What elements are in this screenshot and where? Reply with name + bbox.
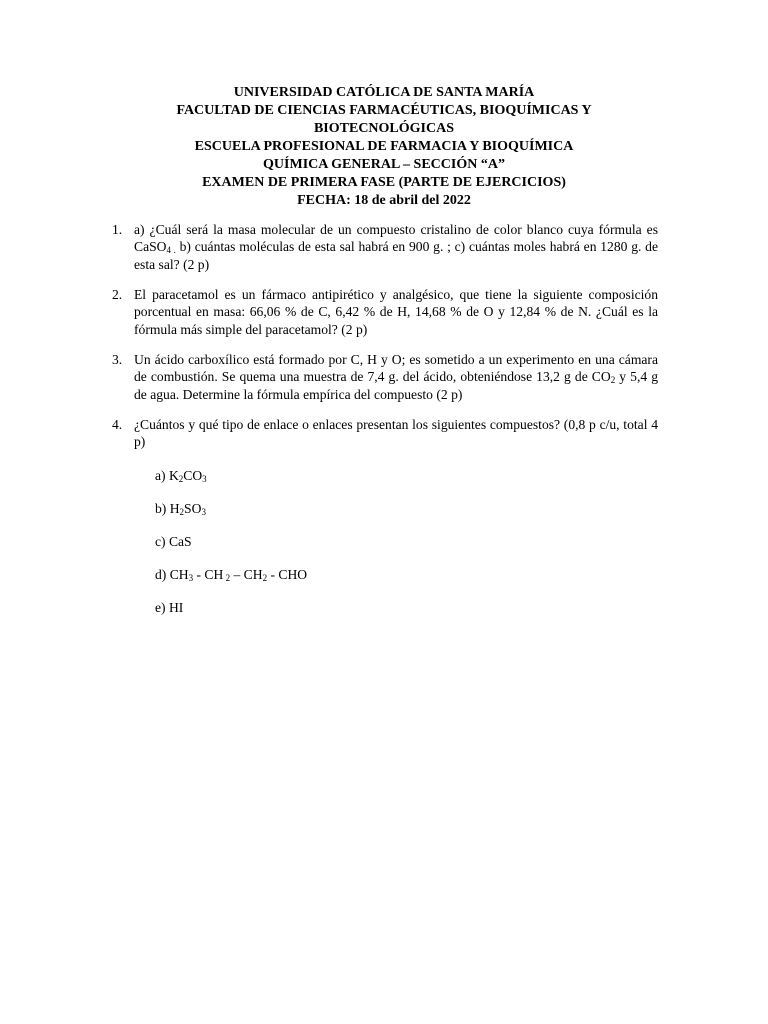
question-number: 1.: [112, 222, 123, 237]
subscript: 2: [262, 573, 268, 583]
subscript: 3: [202, 474, 207, 484]
subscript: 3: [188, 573, 194, 583]
formula-part: e) HI: [155, 600, 184, 615]
formula-part: b) H: [155, 501, 180, 516]
question-text: El paracetamol es un fármaco antipirético y analgésico, que tiene la siguiente composición porcentual en masa: 66,06 % de C, 6,42 % de H, 14,68 % de O y 12,84 % de N. ¿Cuál es la fórmula más simple del paracetamol? (2 p): [134, 287, 658, 337]
course-section: QUÍMICA GENERAL – SECCIÓN “A”: [263, 157, 505, 172]
question-text: [134, 351, 658, 403]
question-number: 3.: [112, 352, 123, 367]
question-text: ¿Cuántos y qué tipo de enlace o enlaces presentan los siguientes compuestos? (0,8 p c/u, total 4 p): [134, 417, 658, 450]
faculty-name: FACULTAD DE CIENCIAS FARMACÉUTICAS, BIOQUÍMICAS Y: [176, 103, 592, 118]
faculty-name-cont: BIOTECNOLÓGICAS: [313, 121, 455, 136]
question-3: [112, 351, 658, 403]
exam-title: EXAMEN DE PRIMERA FASE (PARTE DE EJERCICIOS): [202, 175, 566, 190]
subscript: 2: [179, 507, 185, 517]
formula-part: c) CaS: [155, 534, 192, 549]
question-text: [134, 221, 658, 273]
formula-part: - CH: [193, 567, 224, 582]
subscript: 2: [223, 573, 231, 583]
subscript: 2: [610, 375, 616, 386]
university-name: UNIVERSIDAD CATÓLICA DE SANTA MARÍA: [233, 85, 535, 100]
question-text-part: a) ¿Cuál será la masa molecular de un compuesto cristalino de color blanco cuya fórmula es CaSO: [134, 222, 658, 255]
formula-part: SO: [184, 501, 202, 516]
option-d: [155, 566, 307, 583]
question-number: 4.: [112, 417, 123, 432]
question-2: [112, 286, 658, 338]
question-text-part: b) cuántas moléculas de esta sal habrá en 900 g. ; c) cuántas moles habrá en 1280 g. de esta sal? (2 p): [134, 239, 658, 272]
exam-header: [130, 84, 638, 210]
option-a: [155, 467, 207, 484]
question-number: 2.: [112, 287, 123, 302]
formula-part: CO: [183, 468, 203, 483]
question-1: [112, 221, 658, 273]
formula-part: a) K: [155, 468, 179, 483]
formula-part: - CHO: [267, 567, 308, 582]
question-text-part: Un ácido carboxílico está formado por C, H y O; es sometido a un experimento en una cámara de combustión. Se quema una muestra de 7,4 g. del ácido, obteniéndose 13,2 g de CO: [134, 352, 658, 385]
subscript: 4 .: [166, 245, 176, 256]
option-e: [155, 599, 183, 616]
question-text-part: y 5,4 g de agua. Determine la fórmula empírica del compuesto (2 p): [134, 369, 658, 402]
formula-part: – CH: [230, 567, 263, 582]
option-c: [155, 533, 192, 550]
exam-date: FECHA: 18 de abril del 2022: [297, 193, 471, 208]
subscript: 3: [201, 507, 206, 517]
formula-part: d) CH: [155, 567, 189, 582]
option-b: [155, 500, 206, 517]
subscript: 2: [178, 474, 184, 484]
school-name: ESCUELA PROFESIONAL DE FARMACIA Y BIOQUÍMICA: [194, 139, 574, 154]
question-4: [112, 416, 658, 451]
